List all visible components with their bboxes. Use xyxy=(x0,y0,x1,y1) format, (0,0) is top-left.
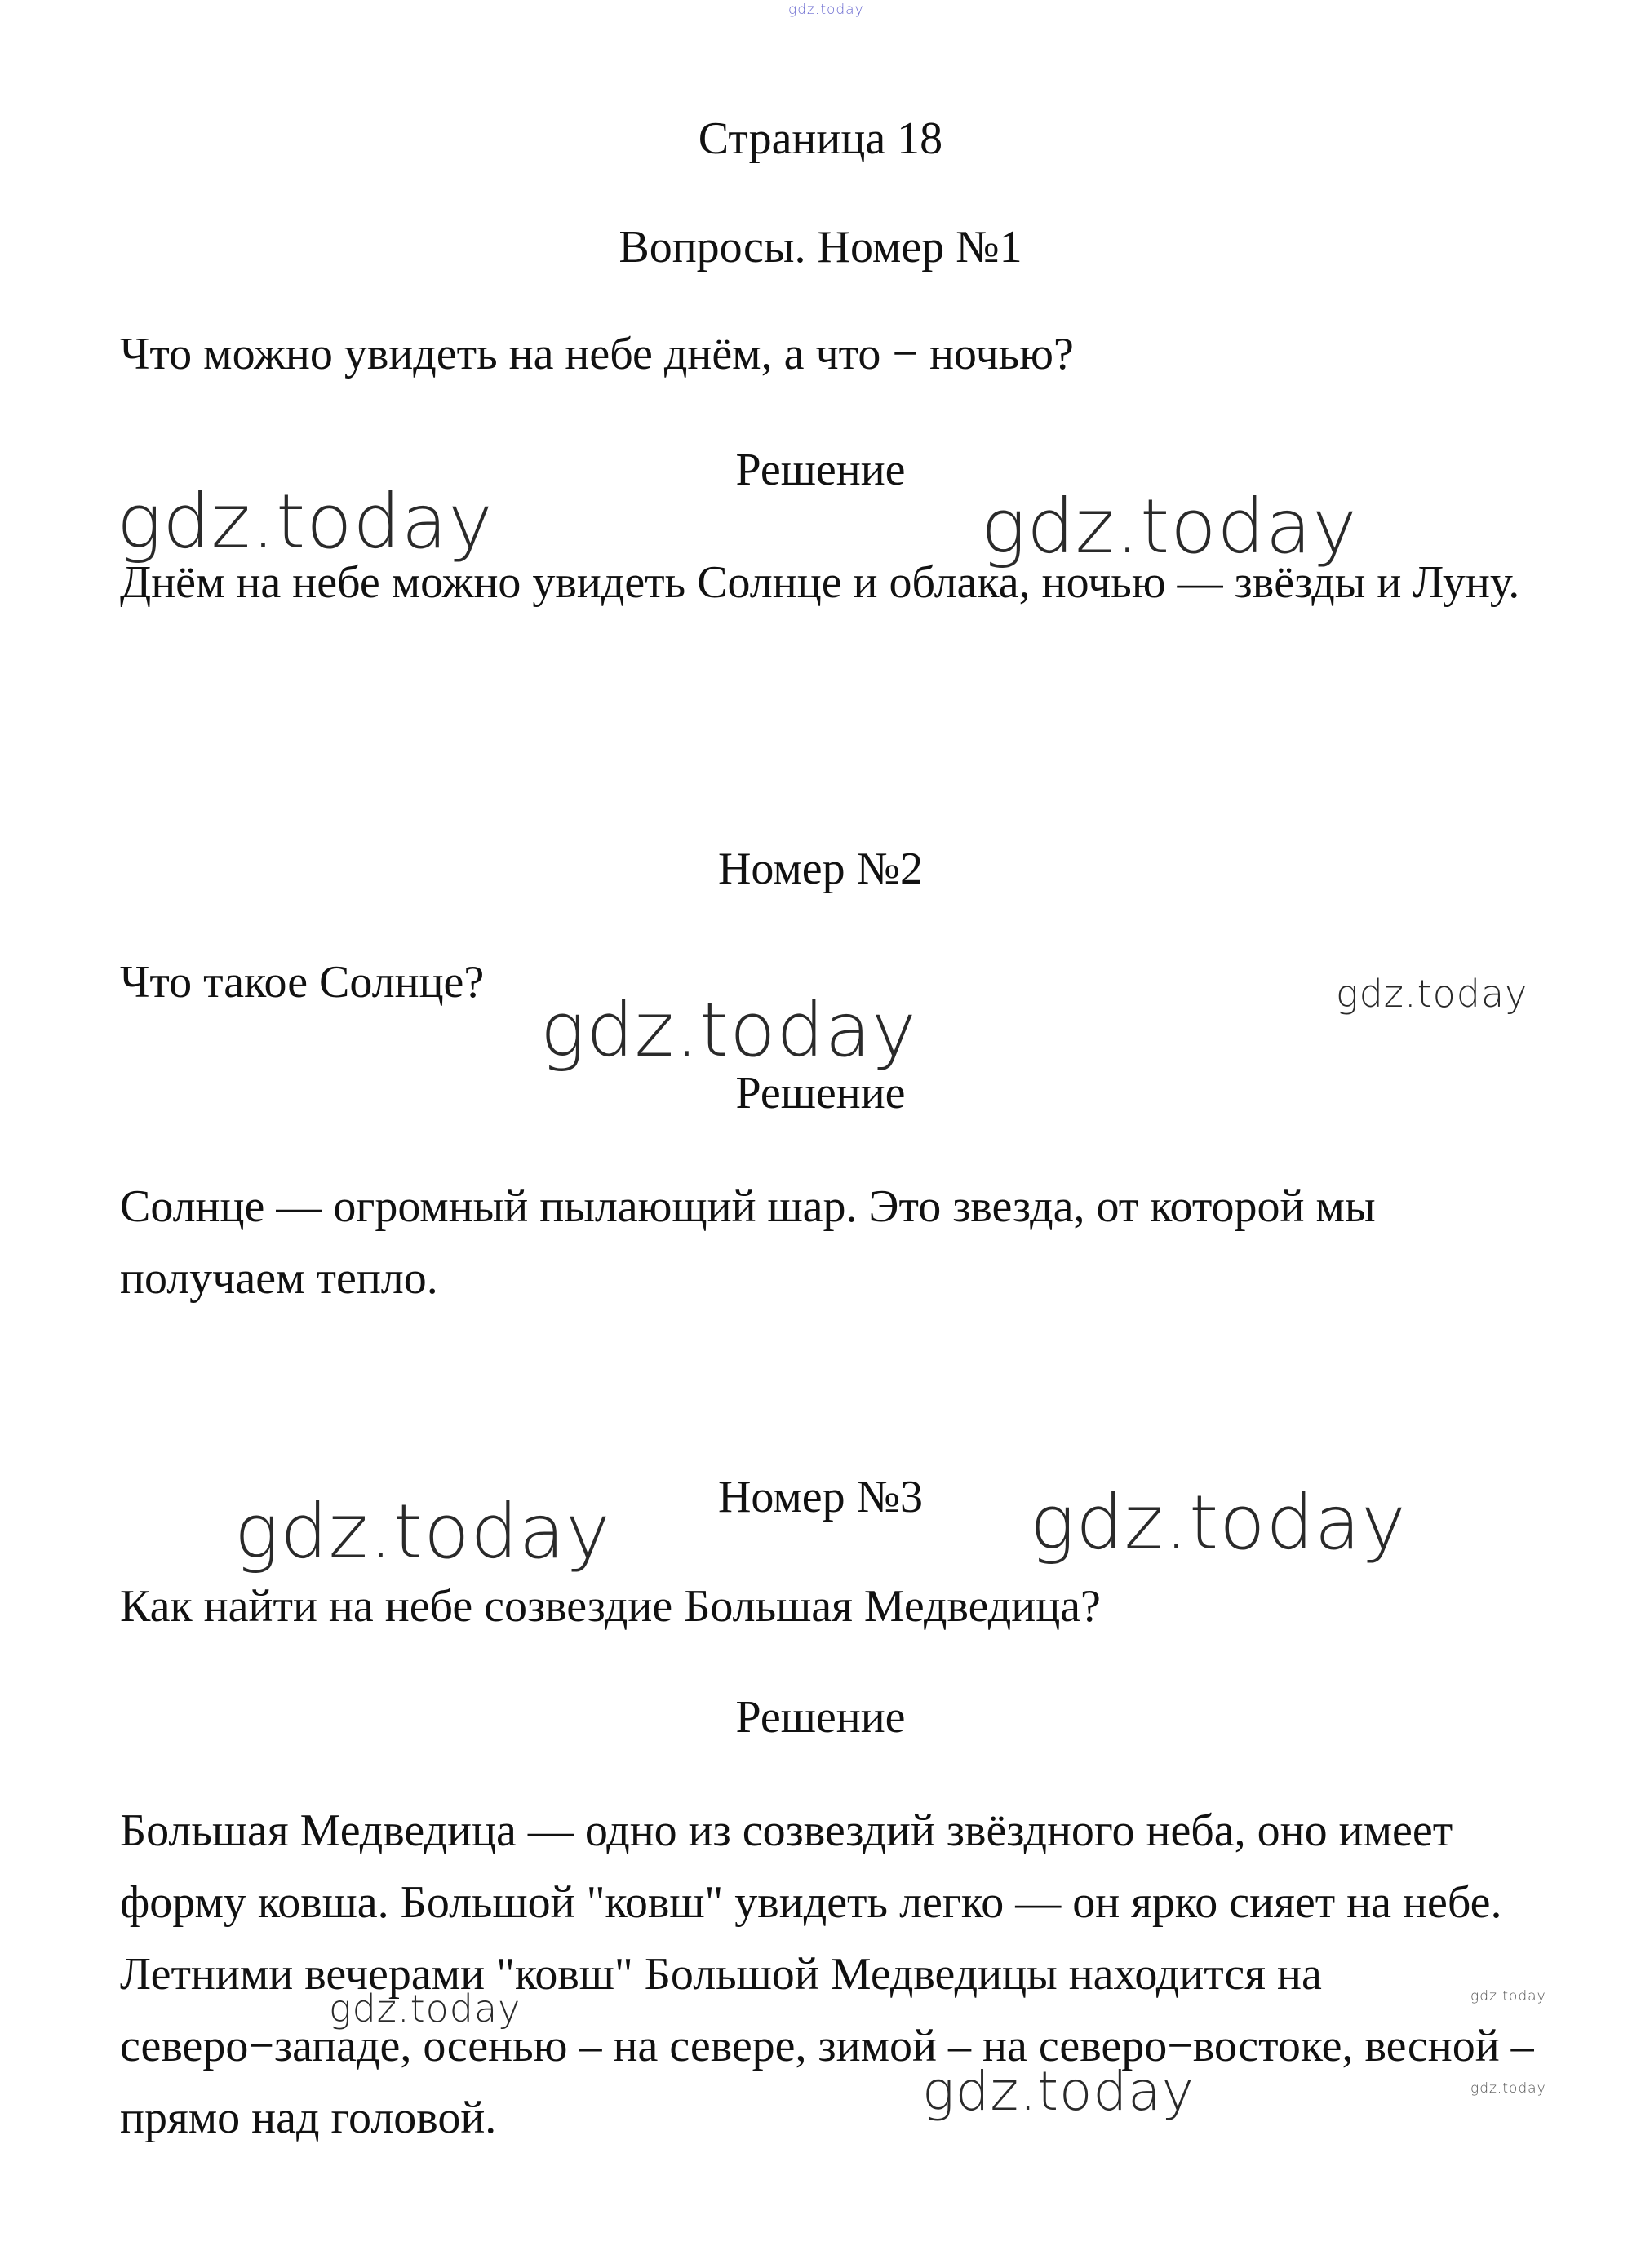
section-2-heading: Номер №2 xyxy=(717,844,924,894)
section-3-solution-label: Решение xyxy=(735,1692,906,1743)
watermark-top: gdz.today xyxy=(788,2,864,18)
watermark: gdz.today xyxy=(922,2060,1195,2123)
section-2-answer: Солнце — огромный пылающий шар. Это звезда, от которой мы получаем тепло. xyxy=(120,1181,1376,1304)
watermark: gdz.today xyxy=(540,986,917,1074)
watermark: gdz.today xyxy=(1470,1988,1546,2004)
watermark: gdz.today xyxy=(1030,1479,1407,1566)
section-3-answer: Большая Медведица — одно из созвездий звёздного неба, оно имеет форму ковша. Большой "ковш" увидеть легко — он ярко сияет на небе. Летними вечерами "ковш" Большой Медведицы находится на северо−западе, осенью – на севере, зимой – на северо−востоке, весной – прямо над головой. xyxy=(120,1805,1534,2143)
section-1-solution-label: Решение xyxy=(735,445,906,495)
watermark: gdz.today xyxy=(981,483,1358,570)
section-3-question: Как найти на небе созвездие Большая Медведица? xyxy=(120,1581,1101,1632)
section-1-heading: Вопросы. Номер №1 xyxy=(619,222,1022,272)
section-1-answer: Днём на небе можно увидеть Солнце и облака, ночью — звёзды и Луну. xyxy=(120,557,1520,608)
section-1-question: Что можно увидеть на небе днём, а что − ночью? xyxy=(120,329,1074,379)
section-3-heading: Номер №3 xyxy=(717,1472,924,1522)
watermark: gdz.today xyxy=(1470,2080,1546,2097)
section-2-question: Что такое Солнце? xyxy=(120,957,485,1008)
page-title: Страница 18 xyxy=(698,113,943,164)
watermark: gdz.today xyxy=(329,1987,521,2031)
watermark: gdz.today xyxy=(117,478,494,565)
section-2-solution-label: Решение xyxy=(735,1068,906,1118)
watermark: gdz.today xyxy=(234,1488,611,1575)
watermark: gdz.today xyxy=(1336,972,1528,1016)
